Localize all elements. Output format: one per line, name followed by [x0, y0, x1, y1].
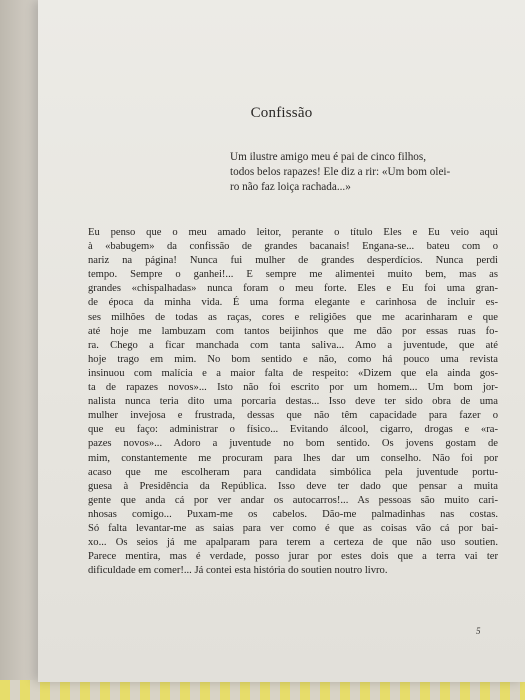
- epigraph-line: ro não faz loiça rachada...»: [230, 181, 351, 193]
- body-line: mulher invejosa e frustrada, dessas que não têm capacidade para fazer o: [88, 410, 498, 422]
- body-line: tempo. Sempre o ganhei!... E sempre me alimentei muito bem, mas as: [88, 269, 498, 281]
- desk-surface-bottom: [0, 680, 525, 700]
- desk-surface-left: [0, 0, 40, 700]
- body-line: guesa à Presidência da República. Isso deve ter dado que pensar a muita: [88, 480, 498, 492]
- body-line: nhosas comigo... Puxam-me os cabelos. Dão-me palmadinhas nas costas.: [88, 508, 498, 520]
- body-line: xo... Os seios já me apalparam para terem a certeza de que não uso soutien.: [88, 537, 498, 549]
- body-line: Parece mentira, mas é verdade, posso jurar por estes dois que a terra vai ter: [88, 551, 498, 563]
- epigraph: [230, 150, 500, 195]
- body-line: que eu faço: administrar o físico... Evitando álcool, cigarro, drogas e «ra-: [88, 424, 498, 436]
- body-line: pazes novos»... Adoro a juventude no bom sentido. Os jovens gostam de: [88, 438, 498, 450]
- body-line: dificuldade em comer!... Já contei esta história do soutien noutro livro.: [88, 565, 388, 577]
- body-line: ta de rapazes novos»... Isto não foi escrito por um homem... Um bom jor-: [88, 382, 498, 394]
- body-line: nariz na página! Nunca fui mulher de grandes desperdícios. Nunca perdi: [88, 255, 498, 267]
- body-line: gente que anda cá por ver andar os autocarros!... As pessoas são muito cari-: [88, 494, 498, 506]
- body-line: de época da minha vida. É uma forma elegante e carinhosa de incluir es-: [88, 297, 498, 309]
- body-line: hoje trago em mim. No bom sentido e não, como há pouco uma revista: [88, 353, 498, 365]
- book-page: [38, 0, 525, 682]
- body-line: insinuou com malícia e a maior falta de respeito: «Dizem que ela ainda gos-: [88, 367, 498, 379]
- body-line: mim, constantemente me procuram para lhes dar um conselho. Não foi por: [88, 452, 498, 464]
- chapter-title: Confissão: [250, 105, 313, 121]
- body-line: acaso que me escolheram para candidata simbólica pela juventude portu-: [88, 466, 498, 478]
- page-number: 5: [476, 626, 481, 636]
- body-line: ses milhões de todas as raças, cores e religiões que me acarinharam e que: [88, 311, 498, 323]
- body-line: nalista nunca teria dito uma porcaria destas... Isso deve ter sido obra de uma: [88, 396, 498, 408]
- body-line: Eu penso que o meu amado leitor, perante o título Eles e Eu veio aqui: [88, 227, 498, 238]
- body-paragraph: [88, 226, 498, 578]
- epigraph-line: Um ilustre amigo meu é pai de cinco filhos,: [230, 151, 427, 163]
- body-line: ra. Chego a ficar manchada com tanta saliva... Amo a juventude, que até: [88, 339, 498, 351]
- body-line: Só falta levantar-me as saias para ver como é que as coisas vão cá por bai-: [88, 522, 498, 534]
- body-line: à «babugem» da confissão de grandes bacanais! Engana-se... bateu com o: [88, 241, 498, 253]
- epigraph-line: todos belos rapazes! Ele diz a rir: «Um bom olei-: [230, 166, 451, 178]
- body-line: grandes «chispalhadas» nunca foram o meu forte. Eles e Eu foi uma gran-: [88, 283, 498, 295]
- body-line: até hoje me lambuzam com tantos beijinhos que me dão por essas ruas fo-: [88, 325, 498, 337]
